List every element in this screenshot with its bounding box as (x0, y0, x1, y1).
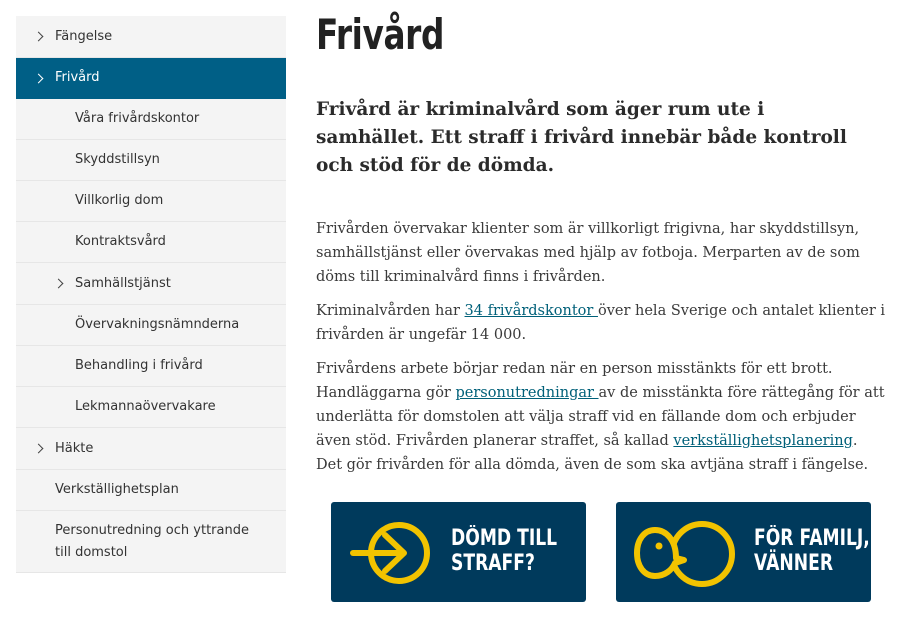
sidebar-item-label: Verkställighetsplan (55, 482, 179, 497)
sidebar-item-våra-frivårdskontor[interactable] (16, 99, 286, 140)
personutredningar-link[interactable]: personutredningar (455, 385, 599, 401)
text-span: Frivårdens arbete börjar redan när en person misstänkts för ett brott. Handläggarna gör (316, 361, 833, 401)
sidebar-item-label: Lekmannaövervakare (75, 399, 216, 414)
card-label (451, 526, 557, 576)
sidebar-item-häkte[interactable] (16, 428, 286, 470)
text-span: över hela Sverige och antalet klienter i frivården är ungefär 14 000. (316, 303, 886, 343)
sidebar-item-label: Villkorlig dom (75, 193, 164, 208)
sidebar-item-verkställighetsplan[interactable] (16, 470, 286, 511)
arrow-into-circle-icon (349, 520, 433, 586)
sidebar-item-lekmannaövervakare[interactable] (16, 387, 286, 428)
sidebar-item-övervakningsnämnderna[interactable] (16, 305, 286, 346)
sidebar-item-label: Skyddstillsyn (75, 152, 160, 167)
text-span: Kriminalvården har (316, 303, 465, 319)
text-span: . Det gör frivården för alla dömda, även de som ska avtjäna straff i fängelse. (316, 433, 869, 473)
sidebar-item-behandling-i-frivård[interactable] (16, 346, 286, 387)
card-label-line2: STRAFF? (451, 551, 535, 576)
sidebar-item-frivård[interactable] (16, 58, 286, 99)
sidebar-item-label: Personutredning och yttrande till domstol (55, 522, 249, 560)
card-label-line1: FÖR FAMILJ, (754, 526, 870, 551)
body-paragraph-1: Frivården övervakar klienter som är villkorligt frigivna, har skyddstillsyn, samhällstjänst eller övervakas med hjälp av fotboja. Merparten av de som döms till kriminalvård finns i frivården. (316, 221, 860, 285)
sidebar-item-villkorlig-dom[interactable] (16, 181, 286, 222)
sidebar-item-label: Frivård (55, 70, 100, 85)
card-label-line2: VÄNNER (754, 551, 834, 576)
domd-till-straff-card[interactable] (331, 502, 586, 602)
sidebar-item-label: Samhällstjänst (75, 275, 171, 291)
card-label (754, 526, 870, 576)
lead-paragraph: Frivård är kriminalvård som äger rum ute i samhället. Ett straff i frivård innebär både kontroll och stöd för de dömda. (316, 99, 847, 176)
for-familj-vanner-card[interactable] (616, 502, 871, 602)
sidebar-item-label: Behandling i frivård (75, 358, 203, 373)
body-paragraph-2 (316, 299, 886, 347)
two-faces-icon (632, 518, 740, 588)
verkstallighetsplanering-link[interactable]: verkställighetsplanering (673, 433, 853, 449)
sidebar-item-label: Häkte (55, 440, 94, 456)
sidebar-item-label: Våra frivårdskontor (75, 111, 200, 126)
page-title: Frivård (316, 10, 445, 59)
card-label-line1: DÖMD TILL (451, 526, 558, 551)
sidebar-item-kontraktsvård[interactable] (16, 222, 286, 263)
sidebar-nav (16, 16, 286, 573)
sidebar-item-skyddstillsyn[interactable] (16, 140, 286, 181)
text-span: av de misstänkta före rättegång för att underlätta för domstolen att välja straff vid en fällande dom och erbjuder även stöd. Frivården planerar straffet, så kallad (316, 385, 885, 449)
sidebar-item-personutredning-och-yttrande-till-domstol[interactable] (16, 511, 286, 573)
frivardskontor-link[interactable]: 34 frivårdskontor (464, 303, 598, 319)
sidebar-item-label: Övervakningsnämnderna (75, 317, 240, 332)
sidebar-item-samhällstjänst[interactable] (16, 263, 286, 305)
body-paragraph-3 (316, 357, 886, 477)
sidebar-item-label: Fängelse (55, 28, 113, 44)
sidebar-item-fängelse[interactable] (16, 16, 286, 58)
sidebar-item-label: Kontraktsvård (75, 234, 166, 249)
